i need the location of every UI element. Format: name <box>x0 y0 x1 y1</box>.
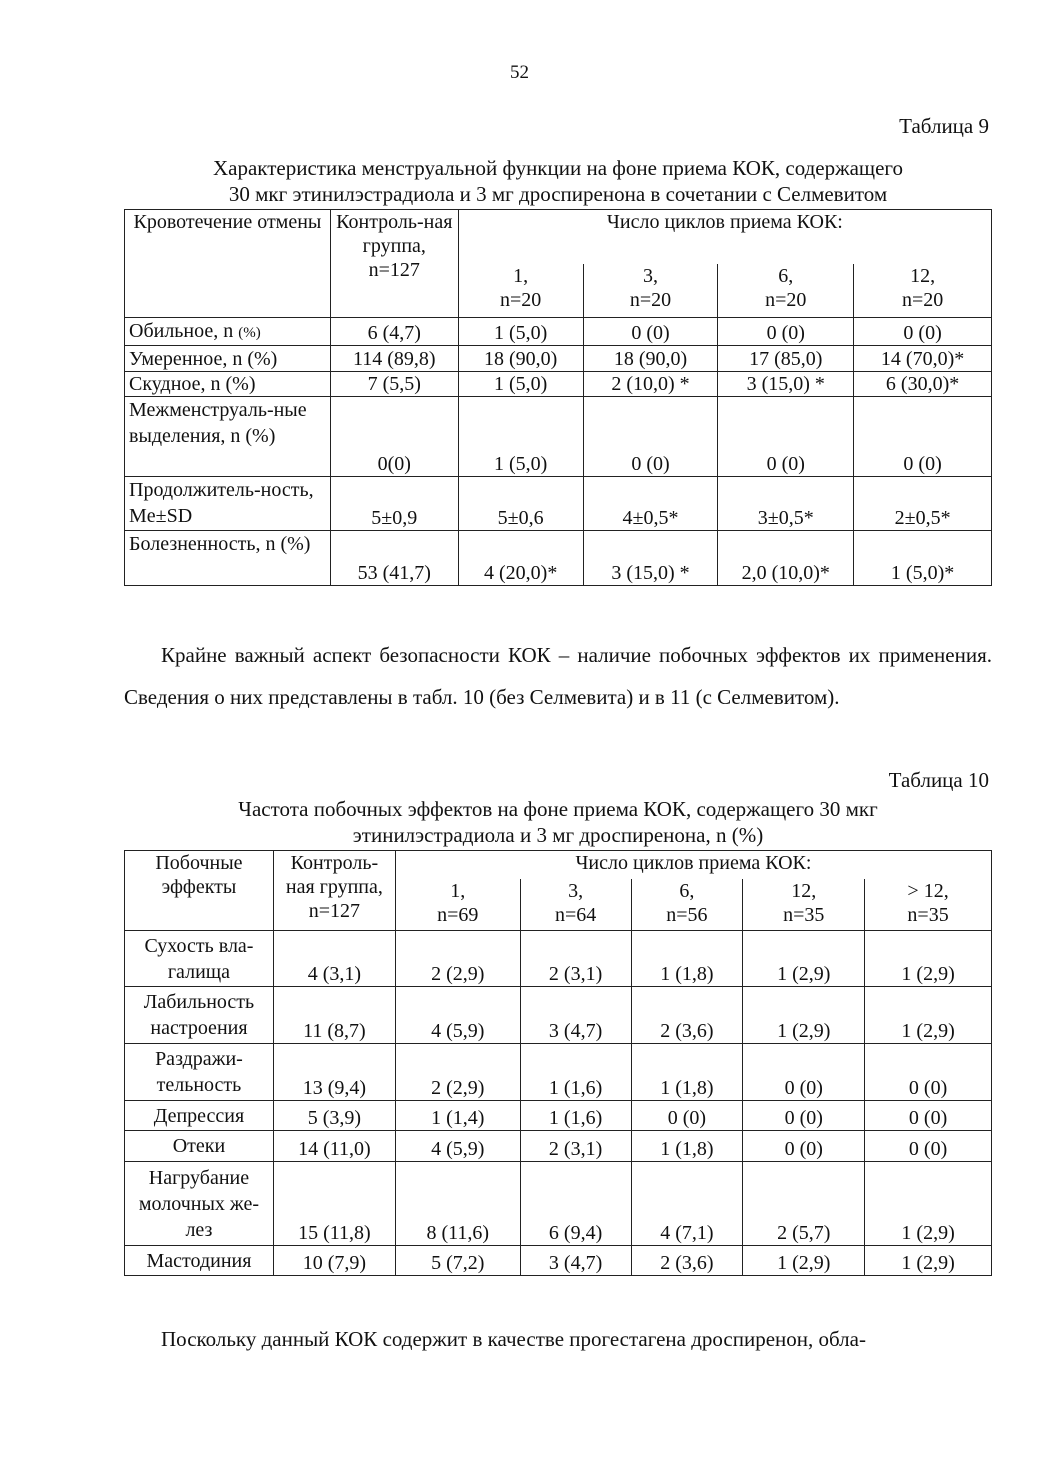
table-row <box>125 1131 992 1162</box>
table-cell: 0 (0) <box>865 1101 992 1131</box>
table-cell: 53 (41,7) <box>330 531 458 586</box>
table-cell: 4 (20,0)* <box>458 531 583 586</box>
table-row <box>125 397 992 477</box>
table-cell: 1 (2,9) <box>865 931 992 987</box>
table9-caption <box>124 155 992 207</box>
table10-header-cycle-3: 3, n=64 <box>520 879 631 931</box>
table10-header-cycle-6: 6, n=56 <box>631 879 743 931</box>
table-cell: 15 (11,8) <box>273 1162 395 1246</box>
row-label: Умеренное, n (%) <box>125 346 331 372</box>
row-label: Обильное, n (%) <box>125 318 331 346</box>
table-cell: 1 (1,8) <box>631 1131 743 1162</box>
row-label: Мастодиния <box>125 1246 274 1276</box>
table-cell: 18 (90,0) <box>458 346 583 372</box>
table-row <box>125 1044 992 1101</box>
table10-header-cycle-1: 1, n=69 <box>395 879 520 931</box>
table-cell: 6 (30,0)* <box>854 372 992 397</box>
table-cell: 1 (5,0) <box>458 397 583 477</box>
table10-header-cycles: Число циклов приема КОК: <box>395 851 991 879</box>
table9-header-cycle-1: 1, n=20 <box>458 264 583 318</box>
table-cell: 1 (1,6) <box>520 1044 631 1101</box>
table-cell: 1 (5,0)* <box>854 531 992 586</box>
table-cell: 5±0,9 <box>330 477 458 531</box>
table10-header-effects: Побочные эффекты <box>125 851 274 931</box>
table-cell: 6 (9,4) <box>520 1162 631 1246</box>
table9-header-cycle-3: 3, n=20 <box>583 264 718 318</box>
table-row <box>125 346 992 372</box>
table-cell: 3 (15,0) * <box>718 372 854 397</box>
table9-header-cycles: Число циклов приема КОК: <box>458 210 991 264</box>
table-cell: 2 (3,6) <box>631 1246 743 1276</box>
row-label: Раздражи-тельность <box>125 1044 274 1101</box>
table-cell: 18 (90,0) <box>583 346 718 372</box>
table10-caption <box>124 796 992 848</box>
table-cell: 2 (5,7) <box>743 1162 865 1246</box>
table-cell: 17 (85,0) <box>718 346 854 372</box>
table-cell: 1 (1,8) <box>631 1044 743 1101</box>
table-cell: 1 (5,0) <box>458 372 583 397</box>
table-cell: 5 (3,9) <box>273 1101 395 1131</box>
table-cell: 0 (0) <box>743 1131 865 1162</box>
table-cell: 2 (3,1) <box>520 1131 631 1162</box>
table-cell: 1 (1,6) <box>520 1101 631 1131</box>
table10 <box>124 850 992 1276</box>
table-cell: 3 (4,7) <box>520 987 631 1044</box>
table-row <box>125 1162 992 1246</box>
table-cell: 2 (2,9) <box>395 931 520 987</box>
table-cell: 2±0,5* <box>854 477 992 531</box>
table-cell: 3 (4,7) <box>520 1246 631 1276</box>
table-cell: 1 (2,9) <box>865 987 992 1044</box>
table-cell: 0 (0) <box>718 318 854 346</box>
table-cell: 0 (0) <box>583 397 718 477</box>
table-cell: 8 (11,6) <box>395 1162 520 1246</box>
row-label: Депрессия <box>125 1101 274 1131</box>
table-row <box>125 987 992 1044</box>
table9-label: Таблица 9 <box>899 114 989 138</box>
table9-caption-line2: 30 мкг этинилэстрадиола и 3 мг дроспиренона в сочетании с Селмевитом <box>228 182 888 206</box>
table-cell: 1 (1,8) <box>631 931 743 987</box>
table-row <box>125 531 992 586</box>
table-cell: 5 (7,2) <box>395 1246 520 1276</box>
table-cell: 114 (89,8) <box>330 346 458 372</box>
table-cell: 1 (2,9) <box>743 987 865 1044</box>
table-cell: 0 (0) <box>865 1131 992 1162</box>
table10-header-control: Контроль-ная группа, n=127 <box>273 851 395 931</box>
table-cell: 0 (0) <box>631 1101 743 1131</box>
table10-header-cycle-12: 12, n=35 <box>743 879 865 931</box>
table9-header-control: Контроль-ная группа, n=127 <box>330 210 458 318</box>
row-label: Болезненность, n (%) <box>125 531 331 586</box>
table-cell: 3 (15,0) * <box>583 531 718 586</box>
table-cell: 10 (7,9) <box>273 1246 395 1276</box>
table-cell: 1 (2,9) <box>865 1246 992 1276</box>
table-cell: 4 (5,9) <box>395 1131 520 1162</box>
table-cell: 4 (7,1) <box>631 1162 743 1246</box>
table-cell: 7 (5,5) <box>330 372 458 397</box>
row-label: Продолжитель-ность, Me±SD <box>125 477 331 531</box>
table-cell: 3±0,5* <box>718 477 854 531</box>
table10-header-cycle-over-12: > 12, n=35 <box>865 879 992 931</box>
table10-label: Таблица 10 <box>888 768 989 792</box>
table10-caption-line2: этинилэстрадиола и 3 мг дроспиренона, n (%) <box>352 823 764 847</box>
table-cell: 0 (0) <box>743 1101 865 1131</box>
row-label: Межменструаль-ные выделения, n (%) <box>125 397 331 477</box>
table-row <box>125 1101 992 1131</box>
table9 <box>124 209 992 586</box>
row-label: Сухость вла-галища <box>125 931 274 987</box>
table10-caption-line1: Частота побочных эффектов на фоне приема КОК, содержащего 30 мкг <box>238 797 878 821</box>
table9-header-cycle-12: 12, n=20 <box>854 264 992 318</box>
page-number: 52 <box>510 62 529 83</box>
table-cell: 14 (70,0)* <box>854 346 992 372</box>
table-cell: 1 (2,9) <box>743 931 865 987</box>
row-label: Лабильность настроения <box>125 987 274 1044</box>
table-cell: 0 (0) <box>854 318 992 346</box>
table-cell: 1 (2,9) <box>743 1246 865 1276</box>
row-label: Скудное, n (%) <box>125 372 331 397</box>
table-cell: 6 (4,7) <box>330 318 458 346</box>
table-cell: 11 (8,7) <box>273 987 395 1044</box>
table-cell: 2 (2,9) <box>395 1044 520 1101</box>
table-row <box>125 1246 992 1276</box>
table-cell: 1 (1,4) <box>395 1101 520 1131</box>
table-cell: 0(0) <box>330 397 458 477</box>
table-cell: 4 (3,1) <box>273 931 395 987</box>
table-row <box>125 477 992 531</box>
paragraph-continuation: Поскольку данный КОК содержит в качестве прогестагена дроспиренон, обла- <box>161 1327 866 1351</box>
table9-header-bleeding: Кровотечение отмены <box>125 210 331 318</box>
table-row <box>125 318 992 346</box>
table-cell: 4 (5,9) <box>395 987 520 1044</box>
table-cell: 2 (3,6) <box>631 987 743 1044</box>
table-cell: 0 (0) <box>718 397 854 477</box>
table-cell: 2 (3,1) <box>520 931 631 987</box>
table-cell: 14 (11,0) <box>273 1131 395 1162</box>
table-cell: 1 (2,9) <box>865 1162 992 1246</box>
row-label: Нагрубание молочных же-лез <box>125 1162 274 1246</box>
table9-header-cycle-6: 6, n=20 <box>718 264 854 318</box>
table-cell: 5±0,6 <box>458 477 583 531</box>
row-label: Отеки <box>125 1131 274 1162</box>
table-cell: 0 (0) <box>865 1044 992 1101</box>
table-cell: 0 (0) <box>854 397 992 477</box>
table-cell: 1 (5,0) <box>458 318 583 346</box>
table9-caption-line1: Характеристика менструальной функции на фоне приема КОК, содержащего <box>212 156 904 180</box>
table-row <box>125 931 992 987</box>
table-cell: 0 (0) <box>743 1044 865 1101</box>
paragraph-side-effects-intro: Крайне важный аспект безопасности КОК – наличие побочных эффектов их применения. Сведения о них представлены в табл. 10 (без Селмевита) и в 11 (с Селмевитом). <box>124 643 992 709</box>
table-cell: 13 (9,4) <box>273 1044 395 1101</box>
table-cell: 2,0 (10,0)* <box>718 531 854 586</box>
table-row <box>125 372 992 397</box>
table-cell: 4±0,5* <box>583 477 718 531</box>
table-cell: 0 (0) <box>583 318 718 346</box>
table-cell: 2 (10,0) * <box>583 372 718 397</box>
